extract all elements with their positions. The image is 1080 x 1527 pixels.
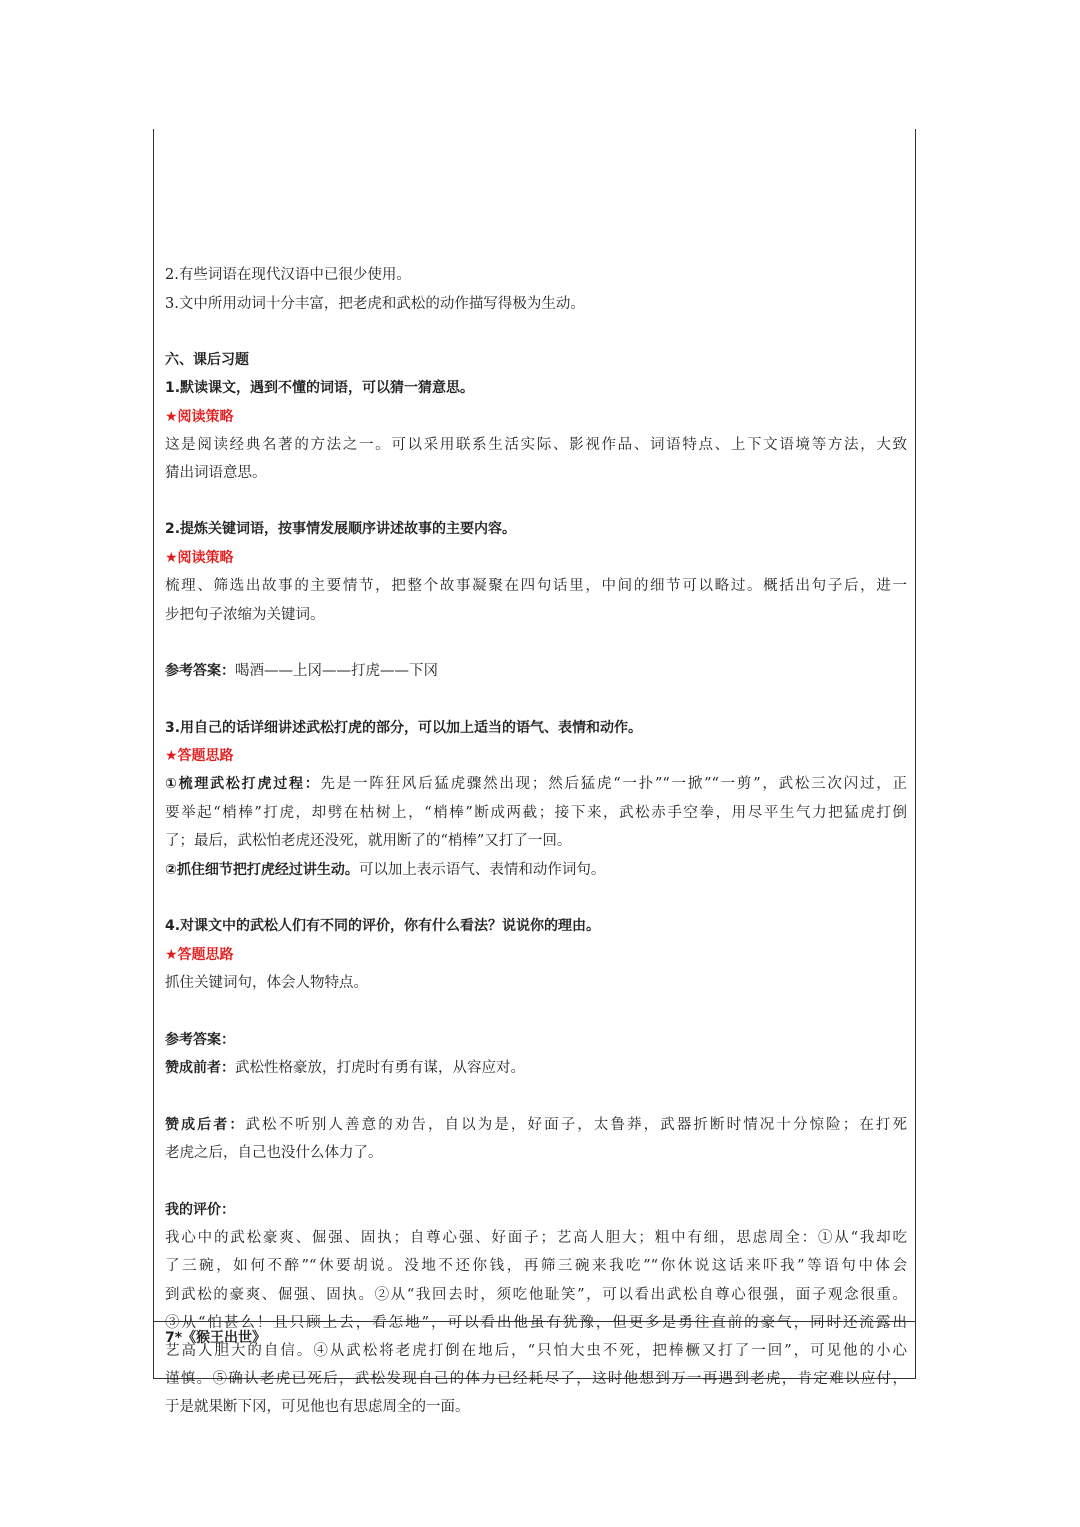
q4-thinking-tag: ★答题思路 (165, 947, 234, 963)
my-evaluation-line: 于是就果断下冈，可见他也有思虑周全的一面。 (165, 1399, 470, 1415)
my-evaluation-label: 我的评价： (165, 1202, 235, 1218)
q3-point-1 (165, 774, 907, 794)
q2-strategy-tag: ★阅读策略 (165, 550, 234, 566)
q4-answer-label: 参考答案： (165, 1032, 235, 1048)
note-item-2: 2.有些词语在现代汉语中已很少使用。 (165, 267, 411, 283)
answer-text: 喝酒——上冈——打虎——下冈 (235, 663, 438, 679)
q3-line: 了；最后，武松怕老虎还没死，就用断了的“梢棒”又打了一回。 (165, 833, 572, 849)
q3-point-2-label: ②抓住细节把打虎经过讲生动。 (165, 862, 359, 878)
note-item-3: 3.文中所用动词十分丰富，把老虎和武松的动作描写得极为生动。 (165, 296, 585, 312)
q3-line: 要举起“梢棒”打虎，却劈在枯树上，“梢棒”断成两截；接下来，武松赤手空拳，用尽平生气力把猛虎打倒 (165, 805, 907, 821)
q2-line: 梳理、筛选出故事的主要情节，把整个故事凝聚在四句话里，中间的细节可以略过。概括出句子后，进一 (165, 578, 907, 594)
next-lesson-cell (154, 1321, 915, 1378)
my-evaluation-line: 艺高人胆大的自信。④从武松将老虎打倒在地后，“只怕大虫不死，把棒橛又打了一回”，可见他的小心 (165, 1343, 907, 1359)
q1-line: 这是阅读经典名著的方法之一。可以采用联系生活实际、影视作品、词语特点、上下文语境等方法，大致 (165, 437, 907, 453)
con-text: 武松不听别人善意的劝告，自以为是，好面子，太鲁莽，武器折断时情况十分惊险；在打死 (245, 1117, 908, 1133)
q4-hint: 抓住关键词句，体会人物特点。 (165, 975, 368, 991)
q3-point-2 (165, 860, 907, 880)
q4-con-view (165, 1115, 907, 1135)
answer-label: 参考答案： (165, 663, 235, 679)
q1-strategy-tag: ★阅读策略 (165, 409, 234, 425)
q3-thinking-tag: ★答题思路 (165, 748, 234, 764)
lesson-table (153, 129, 916, 1415)
q1-line: 猜出词语意思。 (165, 465, 267, 481)
question-4: 4.对课文中的武松人们有不同的评价，你有什么看法？说说你的理由。 (165, 918, 601, 934)
my-evaluation-line: 了三碗，如何不醉”“休要胡说。没地不还你钱，再筛三碗来我吃”“你休说这话来吓我”等语句中体会 (165, 1258, 907, 1274)
question-1: 1.默读课文，遇到不懂的词语，可以猜一猜意思。 (165, 380, 475, 396)
section-heading: 六、课后习题 (165, 352, 249, 368)
q2-answer (165, 661, 907, 681)
pro-text: 武松性格豪放，打虎时有勇有谋，从容应对。 (235, 1060, 525, 1076)
q3-point-2-text: 可以加上表示语气、表情和动作词句。 (358, 862, 606, 878)
pro-label: 赞成前者： (165, 1060, 235, 1076)
q2-line: 步把句子浓缩为关键词。 (165, 607, 325, 623)
my-evaluation-line: 到武松的豪爽、倔强、固执。②从“我回去时，须吃他耻笑”，可以看出武松自尊心很强，面子观念很重。 (165, 1287, 907, 1303)
q3-point-1-text: 先是一阵狂风后猛虎骤然出现；然后猛虎“一扑”“一掀”“一剪”，武松三次闪过，正 (320, 776, 907, 792)
my-evaluation-line: 谨慎。⑤确认老虎已死后，武松发现自己的体力已经耗尽了，这时他想到万一再遇到老虎，肯定难以应付， (165, 1371, 907, 1387)
my-evaluation-line: 我心中的武松豪爽、倔强、固执；自尊心强、好面子；艺高人胆大；粗中有细，思虑周全：①从“我却吃 (165, 1230, 907, 1246)
q4-pro-view (165, 1058, 907, 1078)
question-2: 2.提炼关键词语，按事情发展顺序讲述故事的主要内容。 (165, 521, 517, 537)
next-lesson-title: 7*《猴王出世》 (165, 1330, 267, 1346)
q3-point-1-label: ①梳理武松打虎过程： (165, 776, 321, 792)
q4-con-line: 老虎之后，自己也没什么体力了。 (165, 1145, 383, 1161)
question-3: 3.用自己的话详细讲述武松打虎的部分，可以加上适当的语气、表情和动作。 (165, 720, 643, 736)
my-evaluation-line: ③从“怕甚么！且只顾上去，看怎地”，可以看出他虽有犹豫，但更多是勇往直前的豪气，同时还流露出 (165, 1315, 907, 1331)
con-label: 赞成后者： (165, 1117, 246, 1133)
